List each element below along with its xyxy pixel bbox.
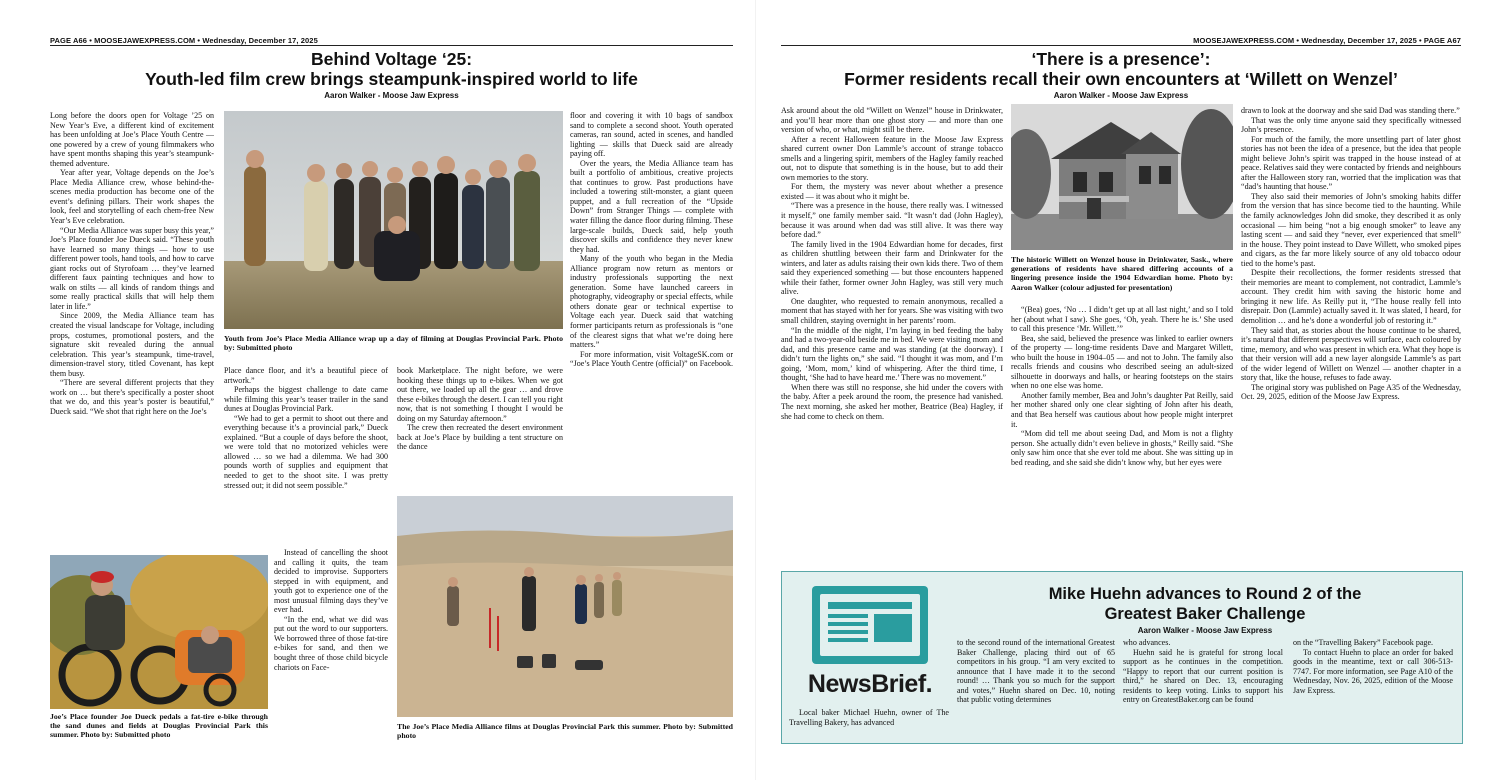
paragraph: Perhaps the biggest challenge to date came while filming this year’s teaser trailer in the sand dunes at Douglas Provincial Park. [224,385,388,414]
left-column-3 [397,366,563,494]
left-headline-line-2: Youth-led film crew brings steampunk-inspired world to life [145,69,638,89]
bike-photo-caption: Joe’s Place founder Joe Dueck pedals a fat-tire e-bike through the sand dunes and fields at Douglas Provincial Park this summer. Photo by: Submitted photo [50,712,268,740]
right-byline: Aaron Walker - Moose Jaw Express [1053,91,1189,100]
right-column-1 [781,106,1003,564]
paragraph: For much of the family, the more unsettling part of later ghost stories has not been the idea of a presence, but the idea that people might believe John’s spirit was trapped in the house instead of at peace. Relatives said they were contacted by friends and neighbours after the Halloween story ran, worried that the implication was that “dad’s haunting that house.” [1241,134,1461,192]
left-byline: Aaron Walker - Moose Jaw Express [324,91,459,100]
newsbrief-headline-line-1: Mike Huehn advances to Round 2 of the [1048,585,1362,603]
paragraph: Instead of cancelling the shoot and calling it quits, the team decided to improvise. Supporters stepped in with equipment, and youth got to experience one of the most unusual filming days they’ve ever had. [274,548,388,615]
right-headline-line-1: ‘There is a presence’: [1031,49,1211,69]
paragraph: “In the middle of the night, I’m laying in bed feeding the baby and had a two-year-old beside me in bed. We were visiting mom and dad, and this presence came and was standing (at the doorway). I didn’t turn the lights on,” she said. “I thought it was mom, and I’m going, ‘Mom, mom,’ kind of whispering. After the third time, I thought, ‘She had to have heard me.’ There was no movement.” [781,325,1003,383]
paragraph: They also said their memories of John’s smoking habits differ from the version that has since become tied to the haunting. While the family acknowledges John did smoke, they described it as only occasional — him being “not a big enough smoker” to leave any lasting scent — and said they “never, ever experienced that smell” in the house. They point instead to Dave Willett, who smoked pipes and cigars, as the far more likely source of any old tobacco odour tied to the home’s past. [1241,191,1461,268]
paragraph: “In the end, what we did was put out the word to our supporters. We borrowed three of those fat-tire e-bikes for sand, and then we bought three of those child bicycle chariots on Face- [274,614,388,672]
newsbrief-logo-text: NewsBrief. [807,670,933,698]
newsbrief-column-1 [789,708,949,738]
right-folio-rule [781,45,1461,46]
paragraph: Local baker Michael Huehn, owner of The Travelling Bakery, has advanced [789,708,949,727]
paragraph: The family lived in the 1904 Edwardian home for decades, first as children shuttling between their farm and Drinkwater for the winters, and later as adults raising their own kids there. Two of them said they experienced something — but those encounters happened while their father, former owner John Hagley, was still very much alive. [781,239,1003,297]
right-column-3 [1241,106,1461,549]
left-column-1 [50,111,214,554]
paragraph: To contact Huehn to place an order for baked goods in the meantime, text or call 306-513-7747. For more information, see Page A10 of the Wednesday, Nov. 26, 2025, edition of the Moose Jaw Express. [1293,647,1453,695]
newsbrief-column-3 [1123,638,1283,738]
paragraph: Many of the youth who began in the Media Alliance program now return as mentors or industry professionals supporting the next generation. Some have launched careers in photography, videography or special effects, while others donate gear or technical expertise to Voltage each year. Dueck said that watching former participants return as professionals is “one of the clearest signs that what we’re doing here matters.” [570,254,733,350]
newsbrief-column-4 [1293,638,1453,738]
paragraph: Another family member, Bea and John’s daughter Pat Reilly, said her mother shared only one clear sighting of John after his death, and that Bea herself was cautious about how people might interpret it. [1011,390,1233,429]
paragraph: “Mom did tell me about seeing Dad, and Mom is not a flighty person. She actually didn’t even believe in ghosts,” Reilly said. “She only saw him once that she ever told me about. She was sitting up in bed reading, and she said she didn’t know why, but her eyes were [1011,429,1233,467]
paragraph: Long before the doors open for Voltage ’25 on New Year’s Eve, a different kind of excitement has been unfolding at Joe’s Place Youth Centre — one powered by a crew of young filmmakers who have spent months shaping this year’s steampunk-themed adventure. [50,111,214,168]
paragraph: That was the only time anyone said they specifically witnessed John’s presence. [1241,115,1461,135]
paragraph: When there was still no response, she hid under the covers with the baby. After a peek around the room, the presence had vanished. The next morning, she asked her mother, Beatrice (Bea) Hagley, if she had come to check on them. [781,382,1003,421]
paragraph: to the second round of the international Greatest Baker Challenge, placing third out of 65 competitors in his group. “I am very excited to announce that I have made it to the second round! … Thank you so much for the support and votes,” Huehn shared on Dec. 10, noting that public voting determines [957,638,1115,705]
paragraph: Place dance floor, and it’s a beautiful piece of artwork.” [224,366,388,385]
paragraph: drawn to look at the doorway and she said Dad was standing there.” [1241,106,1460,115]
paragraph: book Marketplace. The night before, we were hooking these things up to e-bikes. When we got out there, we loaded up all the gear … and drove these e-bikes through the desert. I can tell you right now, that is not something I thought I would be doing on my Saturday afternoon.” [397,366,563,423]
paragraph: Huehn said he is grateful for strong local support as he continues in the competition. “Happy to report that our current position is third,” he shared on Dec. 13, encouraging residents to keep voting. Links to support his entry on GreatestBaker.org can be found [1123,647,1283,705]
paragraph: “Our Media Alliance was super busy this year,” Joe’s Place founder Joe Dueck said. “These youth have learned so many things — how to use different power tools, hand tools, and how to carve giant rocks out of Styrofoam … they’ve learned different faux painting techniques and how to walk on stilts — all kinds of random things and some really practical skills that will help them later in life.” [50,225,214,311]
paragraph: “(Bea) goes, ‘No … I didn’t get up at all last night,’ and so I told her (about what I saw). She goes, ‘Oh, yeah. There he is.’ She used to call this presence ‘Mr. Willett.’” [1011,305,1233,334]
paragraph: After a recent Halloween feature in the Moose Jaw Express shared current owner Don Lammle’s account of strange tobacco smells and a lingering spirit, members of the Hagley family reached out, not to dispute that something is in the house, but to add their own memories to the story. [781,134,1003,182]
paragraph: who advances. [1123,638,1171,647]
paragraph: Since 2009, the Media Alliance team has created the visual landscape for Voltage, including props, costumes, promotional posters, and the signature skit revealed during the annual celebration. This year’s steampunk, time-travel, dimension-travel story, titled Covenant, has kept them busy. [50,311,214,378]
dunes-photo-caption: The Joe’s Place Media Alliance films at Douglas Provincial Park this summer. Photo by: Submitted photo [397,722,733,741]
paragraph: “We had to get a permit to shoot out there and everything because it’s a provincial park,” Dueck explained. “But a couple of days before the shoot, we were told that no motorized vehicles were allowed … so we had a dilemma. We had 300 pounds worth of supplies and equipment that needed to get to the shoot site. I was pretty stressed out; it did not seem possible.” [224,413,388,490]
paragraph: The crew then recreated the desert environment back at Joe’s Place by building a tent structure on the dance [397,423,563,452]
left-folio-rule [50,45,733,46]
page-gutter [755,0,756,780]
paragraph: Despite their recollections, the former residents stressed that their memories are meant to complement, not contradict, Lammle’s account. They credit him with saving the historic home and bringing it new life. As Reilly put it, “The house really fell into disrepair. Don (Lammle) actually saved it. It was slated, I heard, for demolition … and he’s done a wonderful job of restoring it.” [1241,268,1461,326]
paragraph: on the “Travelling Bakery” Facebook page. [1293,638,1434,647]
paragraph: For more information, visit VoltageSK.com or “Joe’s Place Youth Centre (official)” on Facebook. [570,349,733,369]
paragraph: One daughter, who requested to remain anonymous, recalled a moment that has stayed with her for years. She was visiting with two small children, staying overnight in her parents’ room. [781,296,1003,326]
paragraph: “There was a presence in the house, there really was. I witnessed it myself,” one family member said. “It wasn’t dad (John Hagley), because it was around when dad was still alive. It was there way before dad.” [781,201,1003,240]
right-folio: MOOSEJAWEXPRESS.COM • Wednesday, December 17, 2025 • PAGE A67 [1193,36,1461,45]
paragraph: Ask around about the old “Willett on Wenzel” house in Drinkwater, and you’ll hear more than one ghost story — and more than one version of who, or what, might still be there. [781,106,1003,135]
left-headline-line-1: Behind Voltage ‘25: [310,49,473,69]
paragraph: They said that, as stories about the house continue to be shared, it’s natural that different perspectives will surface, each coloured by time, memory, and who was present in which era. What they hope is that their version will add a new layer alongside Lammle’s as part of the wider legend of Willett on Wenzel — another chapter in a story that, like the house, refuses to fade away. [1241,325,1461,383]
group-photo [224,111,563,329]
paragraph: The original story was published on Page A35 of the Wednesday, Oct. 29, 2025, edition of the Moose Jaw Express. [1241,382,1461,402]
left-column-2b [274,548,388,746]
left-column-4 [570,111,733,491]
left-column-2 [224,366,388,552]
paragraph: For them, the mystery was never about whether a presence existed — it was about who it might be. [781,182,1003,201]
house-photo-caption: The historic Willett on Wenzel house in Drinkwater, Sask., where generations of residents have shared differing accounts of a lingering presence inside the 1904 Edwardian home. Photo by: Aaron Walker (colour adjusted for presentation) [1011,255,1233,292]
newsbrief-byline: Aaron Walker - Moose Jaw Express [1137,626,1273,635]
right-headline-line-2: Former residents recall their own encounters at ‘Willett on Wenzel’ [844,69,1398,89]
dunes-photo [397,496,733,717]
left-folio: PAGE A66 • MOOSEJAWEXPRESS.COM • Wednesday, December 17, 2025 [50,36,318,45]
newsbrief-headline-line-2: Greatest Baker Challenge [1104,605,1306,623]
bike-photo [50,555,268,709]
paragraph: Year after year, Voltage depends on the Joe’s Place Media Alliance crew, whose behind-the-scenes media production has become one of the event’s defining pillars. Their work shapes the look, feel and storytelling of each chem-free New Year’s Eve celebration. [50,168,214,226]
paragraph: Bea, she said, believed the presence was linked to earlier owners of the property — long-time residents Dave and Margaret Willett, who built the house in 1904–05 — and not to John. The family also recalls friends and cousins who described seeing an adult-sized silhouette in doorways and halls, or hearing footsteps on the stairs when no one else was home. [1011,333,1233,391]
paragraph: Over the years, the Media Alliance team has built a portfolio of ambitious, creative projects that continues to grow. Past productions have included a towering stilt-monster, a giant queen puppet, and a full recreation of the “Upside Down” from Stranger Things — complete with water filling the dance floor during filming. These large-scale builds, Dueck said, help youth discover skills and confidence they never knew they had. [570,158,733,254]
group-photo-caption: Youth from Joe’s Place Media Alliance wrap up a day of filming at Douglas Provincial Park. Photo by: Submitted photo [224,334,563,353]
paragraph: “There are several different projects that they work on … but there’s specifically a poster shoot that we do, and this year’s poster is beautiful,” Dueck said. “We shot that right here on the Joe’s [50,378,214,416]
newsbrief-column-2 [957,638,1115,738]
house-photo [1011,104,1233,250]
right-column-2 [1011,305,1233,566]
paragraph: floor and covering it with 10 bags of sandbox sand to complete a second shoot. Youth operated cameras, ran sound, acted in scenes, and handled lighting — skills that Dueck said are already paying off. [570,111,733,159]
